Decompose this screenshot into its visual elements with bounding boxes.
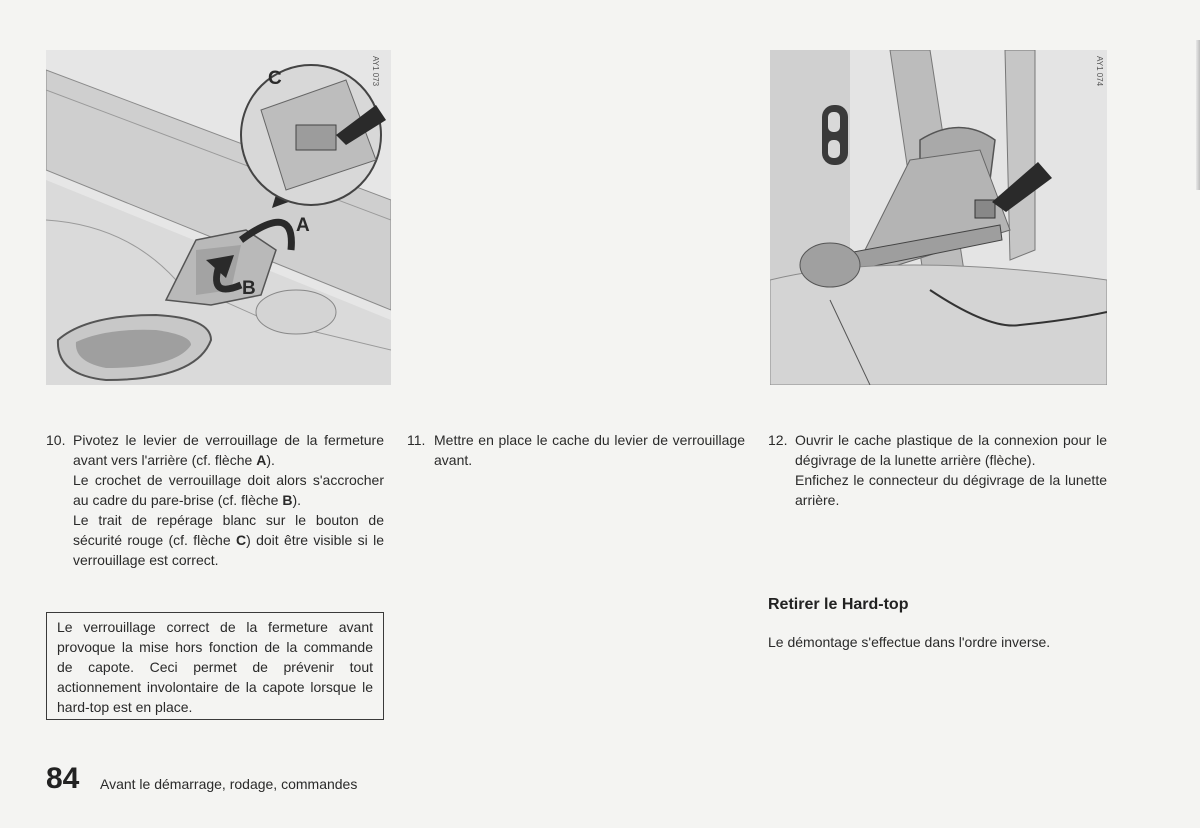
figure-code: AY1 073 [371,56,380,87]
callout-c: C [268,68,282,89]
illustration-front-latch [46,50,391,385]
step-paragraph: Pivotez le levier de verrouillage de la fermeture avant vers l'arrière (cf. flèche A). [73,432,384,468]
step-paragraph: Mettre en place le cache du levier de verrouillage avant. [434,432,745,468]
callout-a: A [296,215,310,236]
step-number: 11. [407,432,426,448]
step-number: 10. [46,432,66,448]
step-paragraph: Enfichez le connecteur du dégivrage de la lunette arrière. [795,472,1107,508]
step-paragraph: Le crochet de verrouillage doit alors s'accrocher au cadre du pare-brise (cf. flèche B). [73,472,384,508]
defrost-connector-drawing [770,50,1107,385]
front-latch-drawing [46,50,391,385]
page-edge [1196,40,1200,190]
step-paragraph: Ouvrir le cache plastique de la connexion pour le dégivrage de la lunette arrière (flèche). [795,432,1107,468]
page-number: 84 [46,762,80,795]
figure-code: AY1 074 [1095,56,1104,87]
illustration-defrost-connector [770,50,1107,385]
note-box: Le verrouillage correct de la fermeture avant provoque la mise hors fonction de la commande de capote. Ceci permet de prévenir tout actionnement involontaire de la capote lorsque le hard-top est en place. [46,612,384,720]
step-number: 12. [768,432,788,448]
chapter-title: Avant le démarrage, rodage, commandes [100,776,358,792]
section-body: Le démontage s'effectue dans l'ordre inverse. [768,634,1051,650]
section-title: Retirer le Hard-top [768,596,909,613]
step-10 [46,430,384,570]
step-12 [768,430,1107,510]
step-11 [407,430,745,470]
step-paragraph: Le trait de repérage blanc sur le bouton de sécurité rouge (cf. flèche C) doit être visible si le verrouillage est correct. [73,512,384,568]
callout-b: B [242,278,256,299]
